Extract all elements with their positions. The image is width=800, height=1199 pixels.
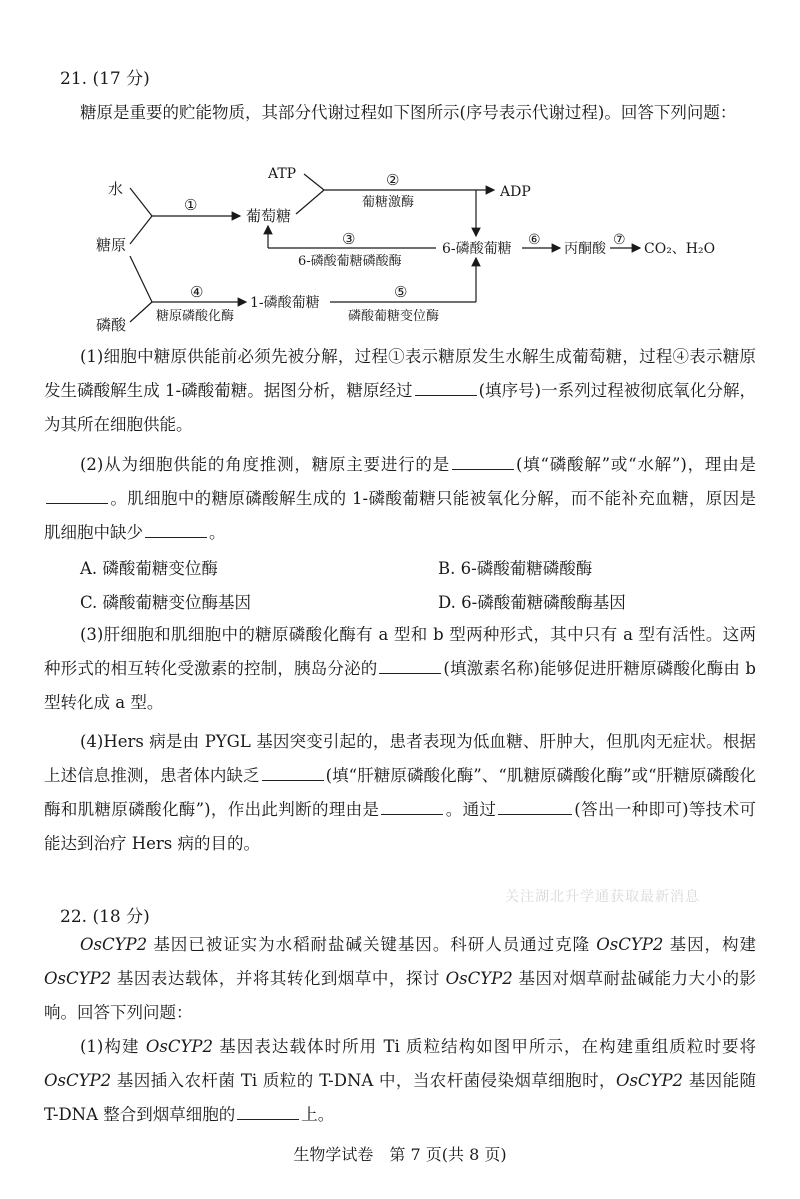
step-5-label: ⑤ xyxy=(394,283,408,301)
question-22-intro: OsCYP2 基因已被证实为水稻耐盐碱关键基因。科研人员通过克隆 OsCYP2 基因，构建 OsCYP2 基因表达载体，并将其转化到烟草中，探讨 OsCYP2 基因对烟草耐盐碱能力大小的影响。回答下列问题： xyxy=(44,935,756,1022)
label-water: 水 xyxy=(108,180,124,198)
answer-blank[interactable] xyxy=(498,798,572,815)
node-g1p: 1-磷酸葡糖 xyxy=(250,295,320,311)
answer-blank[interactable] xyxy=(415,379,477,396)
step-4-label: ④ xyxy=(190,283,204,301)
option-c[interactable]: C. 磷酸葡糖变位酶基因 xyxy=(80,593,252,612)
question-21-intro: 糖原是重要的贮能物质，其部分代谢过程如下图所示(序号表示代谢过程)。回答下列问题： xyxy=(80,103,737,122)
glycogen-metabolism-diagram xyxy=(60,160,740,335)
step-3-label: ③ xyxy=(342,230,356,248)
node-g6p: 6-磷酸葡糖 xyxy=(442,241,512,257)
enzyme-glucokinase: 葡糖激酶 xyxy=(362,195,415,210)
answer-blank[interactable] xyxy=(379,657,441,674)
enzyme-g6pase: 6-磷酸葡糖磷酸酶 xyxy=(298,254,402,269)
question-21-part-1: (1)细胞中糖原供能前必须先被分解，过程①表示糖原发生水解生成葡萄糖，过程④表示糖原发生磷酸解生成 1-磷酸葡糖。据图分析，糖原经过 (填序号)一系列过程被彻底氧化分解，为其所在细胞供能。 xyxy=(44,347,757,434)
answer-blank[interactable] xyxy=(237,1103,299,1120)
label-glycogen: 糖原 xyxy=(96,236,127,254)
option-a[interactable]: A. 磷酸葡糖变位酶 xyxy=(80,559,218,578)
label-phosphate: 磷酸 xyxy=(96,316,127,334)
node-glucose: 葡萄糖 xyxy=(246,207,292,225)
node-atp: ATP xyxy=(268,166,297,182)
node-adp: ADP xyxy=(500,184,531,200)
step-2-label: ② xyxy=(386,171,400,189)
enzyme-glycogen-phosphorylase: 糖原磷酸化酶 xyxy=(156,309,235,324)
question-21-header: 21. (17 分) xyxy=(60,69,150,89)
watermark: 关注湖北升学通获取最新消息 xyxy=(505,889,700,905)
question-21-part-4: (4)Hers 病是由 PYGL 基因突变引起的，患者表现为低血糖、肝肿大，但肌肉无症状。根据上述信息推测，患者体内缺乏 (填“肝糖原磷酸化酶”、“肌糖原磷酸化酶”或“肝糖原磷酸化酶和肌糖原磷酸化酶”)，作出此判断的理由是 。通过 (答出一种即可)等技术可能达到治疗 Hers 病的目的。 xyxy=(44,732,757,853)
page-footer: 生物学试卷 第 7 页(共 8 页) xyxy=(293,1145,507,1164)
step-1-label: ① xyxy=(184,196,198,214)
option-b[interactable]: B. 6-磷酸葡糖磷酸酶 xyxy=(438,559,593,578)
enzyme-phosphoglucomutase: 磷酸葡糖变位酶 xyxy=(348,309,440,324)
question-22-header: 22. (18 分) xyxy=(60,907,150,927)
answer-blank[interactable] xyxy=(46,487,108,504)
node-pyruvate: 丙酮酸 xyxy=(564,241,606,257)
question-21-part-2: (2)从为细胞供能的角度推测，糖原主要进行的是 (填“磷酸解”或“水解”)，理由是。肌细胞中的糖原磷酸解生成的 1-磷酸葡糖只能被氧化分解，而不能补充血糖，原因是肌细胞中缺少 。 xyxy=(44,455,756,542)
question-21-part-3: (3)肝细胞和肌细胞中的糖原磷酸化酶有 a 型和 b 型两种形式，其中只有 a 型有活性。这两种形式的相互转化受激素的控制，胰岛分泌的 (填激素名称)能够促进肝糖原磷酸化酶由 b 型转化成 a 型。 xyxy=(44,625,757,712)
option-d[interactable]: D. 6-磷酸葡糖磷酸酶基因 xyxy=(438,593,626,612)
answer-blank[interactable] xyxy=(381,798,443,815)
question-22-part-1: (1)构建 OsCYP2 基因表达载体时所用 Ti 质粒结构如图甲所示，在构建重组质粒时要将 OsCYP2 基因插入农杆菌 Ti 质粒的 T-DNA 中，当农杆菌侵染烟草细胞时，OsCYP2 基因能随 T-DNA 整合到烟草细胞的 上。 xyxy=(44,1037,756,1124)
node-products: CO₂、H₂O xyxy=(644,241,716,257)
answer-blank[interactable] xyxy=(262,764,324,781)
step-6-label: ⑥ xyxy=(528,232,541,248)
step-7-label: ⑦ xyxy=(613,232,626,248)
answer-blank[interactable] xyxy=(452,453,514,470)
answer-blank[interactable] xyxy=(145,521,207,538)
